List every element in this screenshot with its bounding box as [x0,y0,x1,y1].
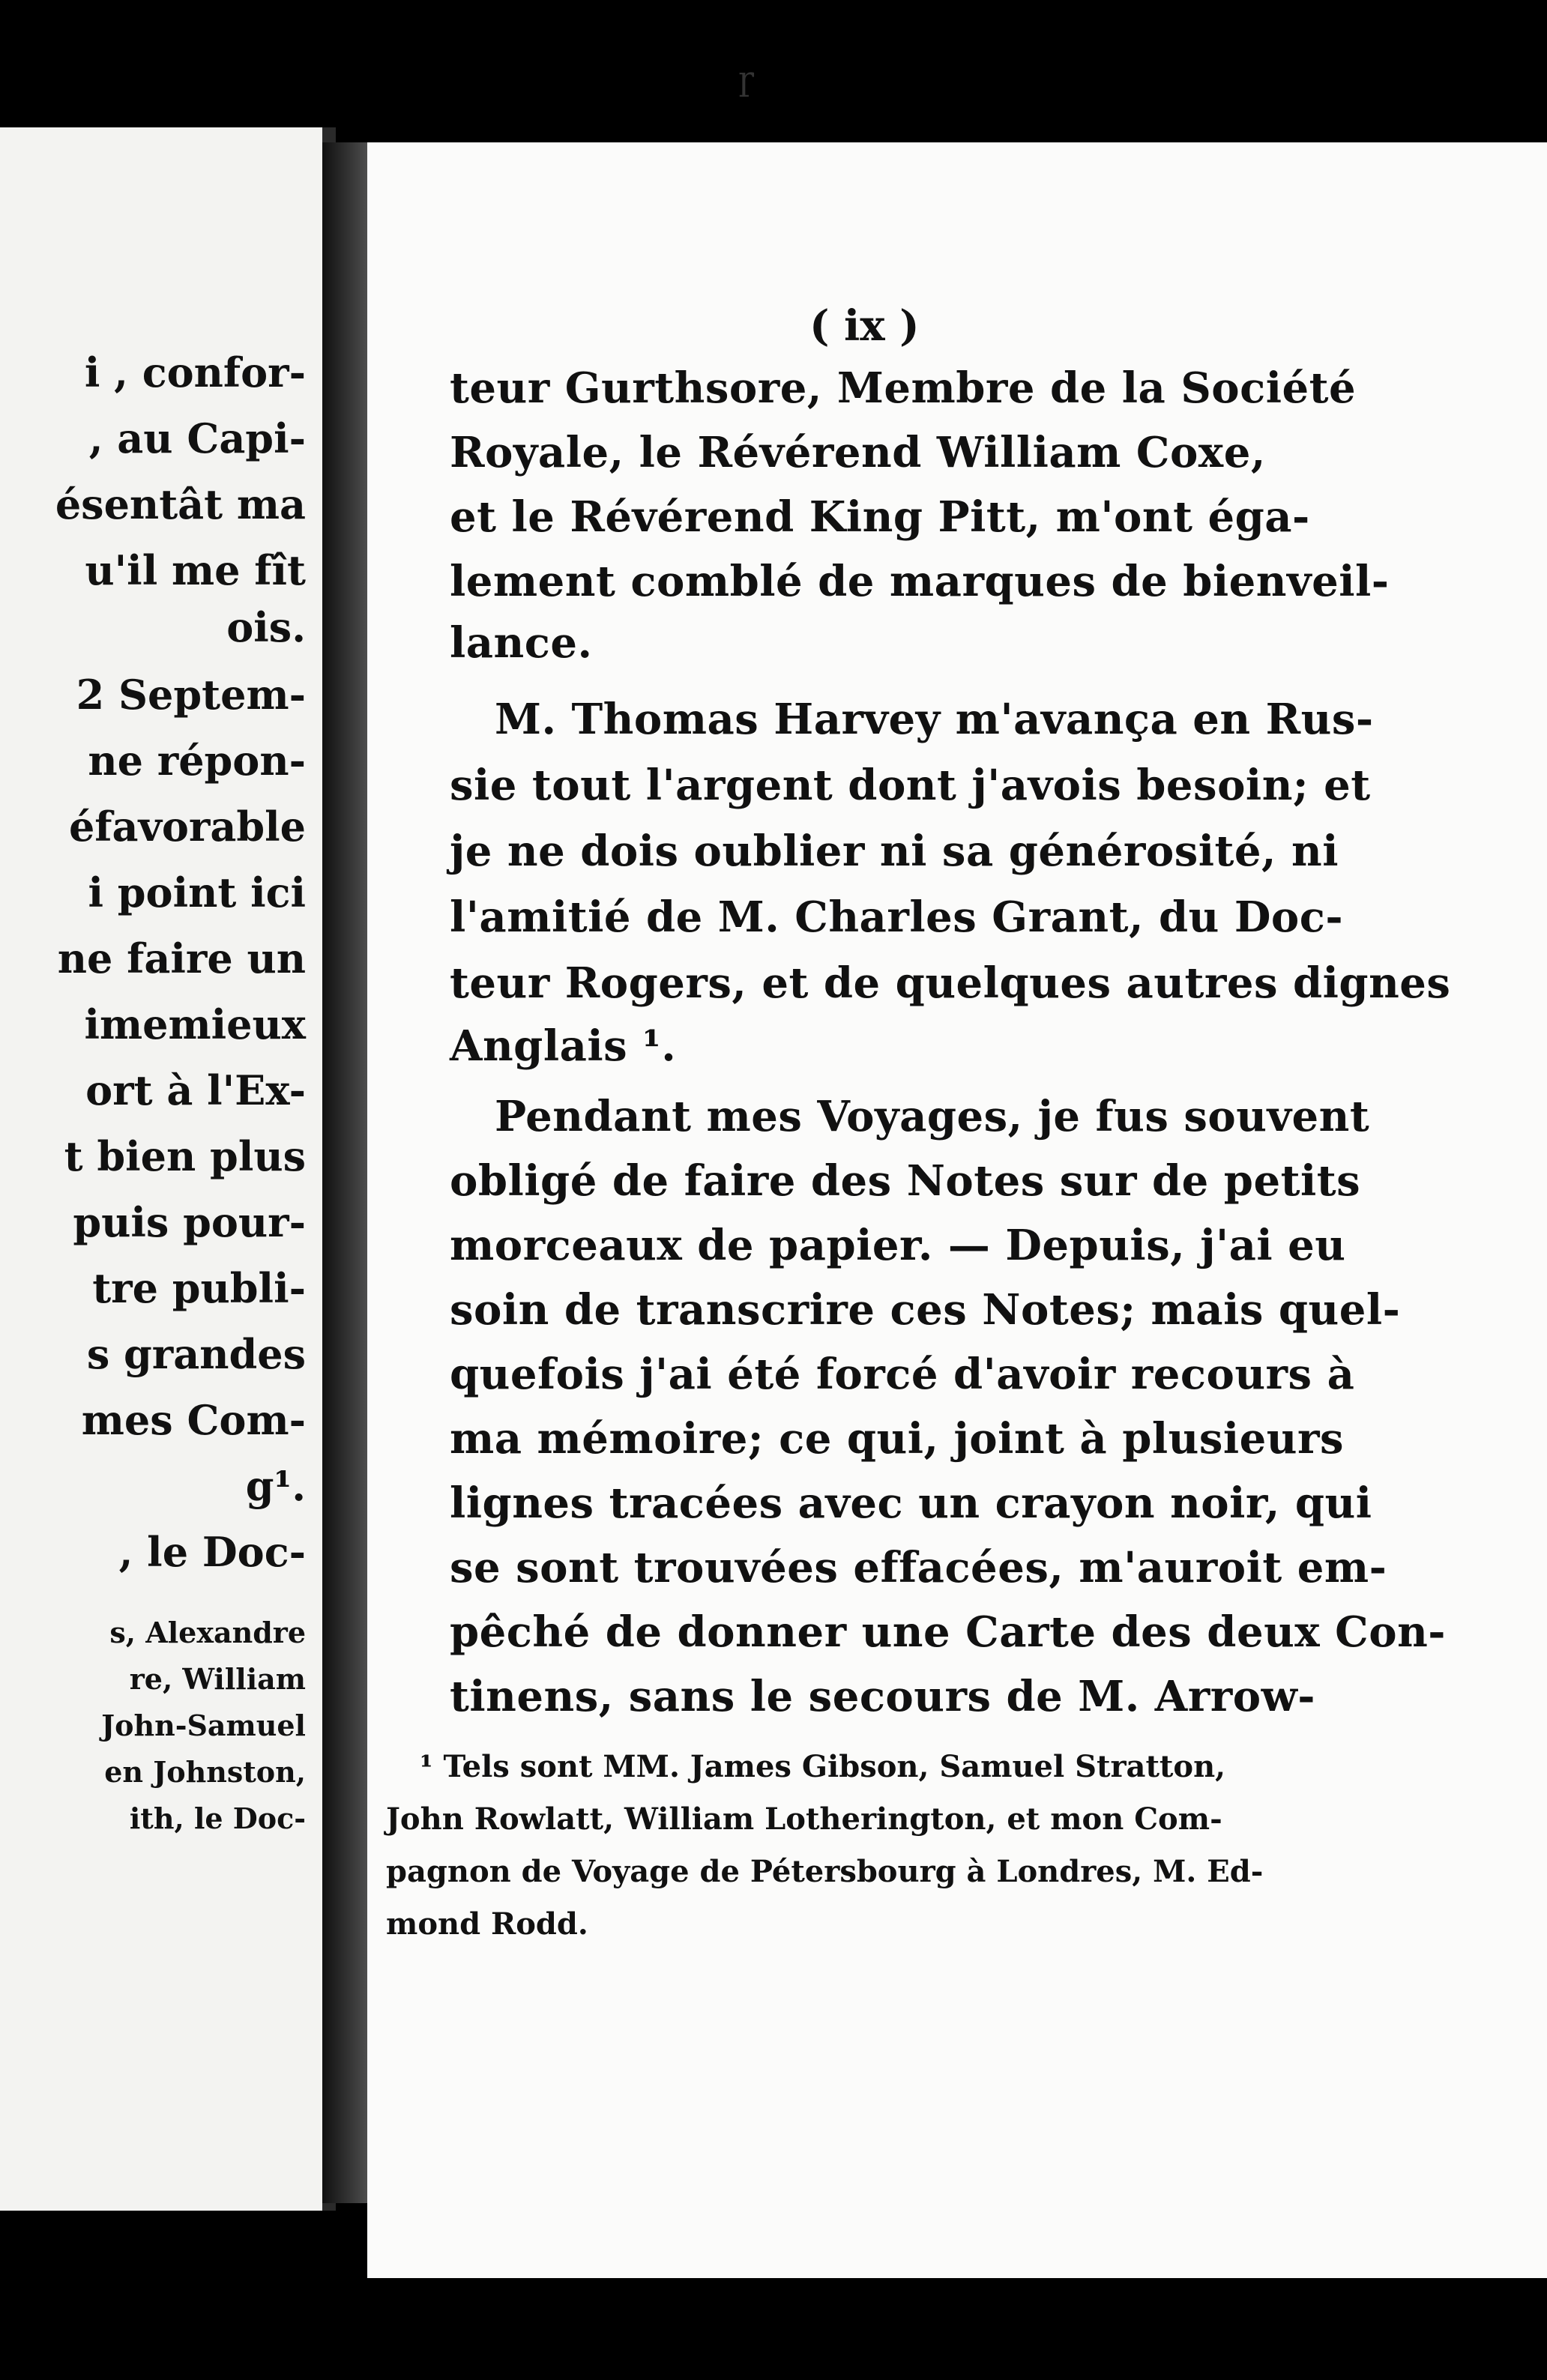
left-line: , au Capi- [88,414,306,462]
left-line: t bien plus [64,1132,306,1180]
footnote-line: pagnon de Voyage de Pétersbourg à Londres, M. Ed- [386,1854,1264,1889]
body-line: Anglais ¹. [450,1021,677,1071]
left-line: éfavorable [68,803,306,851]
body-line: Pendant mes Voyages, je fus souvent [495,1092,1370,1141]
page-number: ( ix ) [809,301,920,351]
body-line: Royale, le Révérend William Coxe, [450,428,1266,477]
left-line: s grandes [86,1330,306,1378]
left-line: imemieux [84,1000,306,1048]
right-page [367,142,1547,2278]
footnote-line: ¹ Tels sont MM. James Gibson, Samuel Stratton, [420,1749,1226,1784]
body-line: soin de transcrire ces Notes; mais quel- [450,1285,1401,1335]
body-line: se sont trouvées effacées, m'auroit em- [450,1543,1387,1592]
body-line: tinens, sans le secours de M. Arrow- [450,1672,1316,1721]
body-line: ma mémoire; ce qui, joint à plusieurs [450,1414,1345,1464]
left-line: g¹. [245,1462,306,1510]
footnote-line: John Rowlatt, William Lotherington, et mon Com- [386,1801,1222,1837]
body-line: pêché de donner une Carte des deux Con- [450,1607,1447,1657]
left-note-line: ith, le Doc- [129,1801,306,1835]
body-line: quefois j'ai été forcé d'avoir recours à [450,1350,1355,1399]
body-line: lance. [450,618,593,668]
left-line: u'il me fît [85,546,306,594]
body-line: lement comblé de marques de bienveil- [450,557,1390,606]
left-line: mes Com- [81,1396,306,1444]
left-line: ort à l'Ex- [85,1066,306,1114]
top-mark: ɼ [738,60,755,98]
left-line: tre publi- [92,1264,306,1312]
left-line: i point ici [88,869,306,916]
body-line: l'amitié de M. Charles Grant, du Doc- [450,892,1344,942]
body-line: je ne dois oublier ni sa générosité, ni [450,827,1339,876]
left-line: ne faire un [57,934,306,982]
body-line: teur Rogers, et de quelques autres dignes [450,958,1451,1008]
left-line: 2 Septem- [76,671,306,719]
left-note-line: John-Samuel [101,1709,306,1742]
left-note-line: s, Alexandre [109,1616,306,1649]
left-line: ésentât ma [55,480,306,528]
left-note-line: re, William [129,1662,306,1696]
left-line: ne répon- [88,737,306,785]
left-line: ois. [226,603,306,651]
left-line: , le Doc- [118,1528,306,1576]
left-line: i , confor- [84,348,306,396]
left-note-line: en Johnston, [104,1755,306,1789]
body-line: teur Gurthsore, Membre de la Société [450,363,1357,413]
body-line: obligé de faire des Notes sur de petits [450,1156,1361,1206]
body-line: morceaux de papier. — Depuis, j'ai eu [450,1221,1346,1270]
footnote-line: mond Rodd. [386,1906,588,1942]
body-line: M. Thomas Harvey m'avança en Rus- [495,695,1374,744]
body-line: lignes tracées avec un crayon noir, qui [450,1479,1372,1528]
body-line: et le Révérend King Pitt, m'ont éga- [450,492,1310,542]
left-line: puis pour- [73,1198,306,1246]
body-line: sie tout l'argent dont j'avois besoin; et [450,761,1371,810]
left-page [0,127,336,2211]
